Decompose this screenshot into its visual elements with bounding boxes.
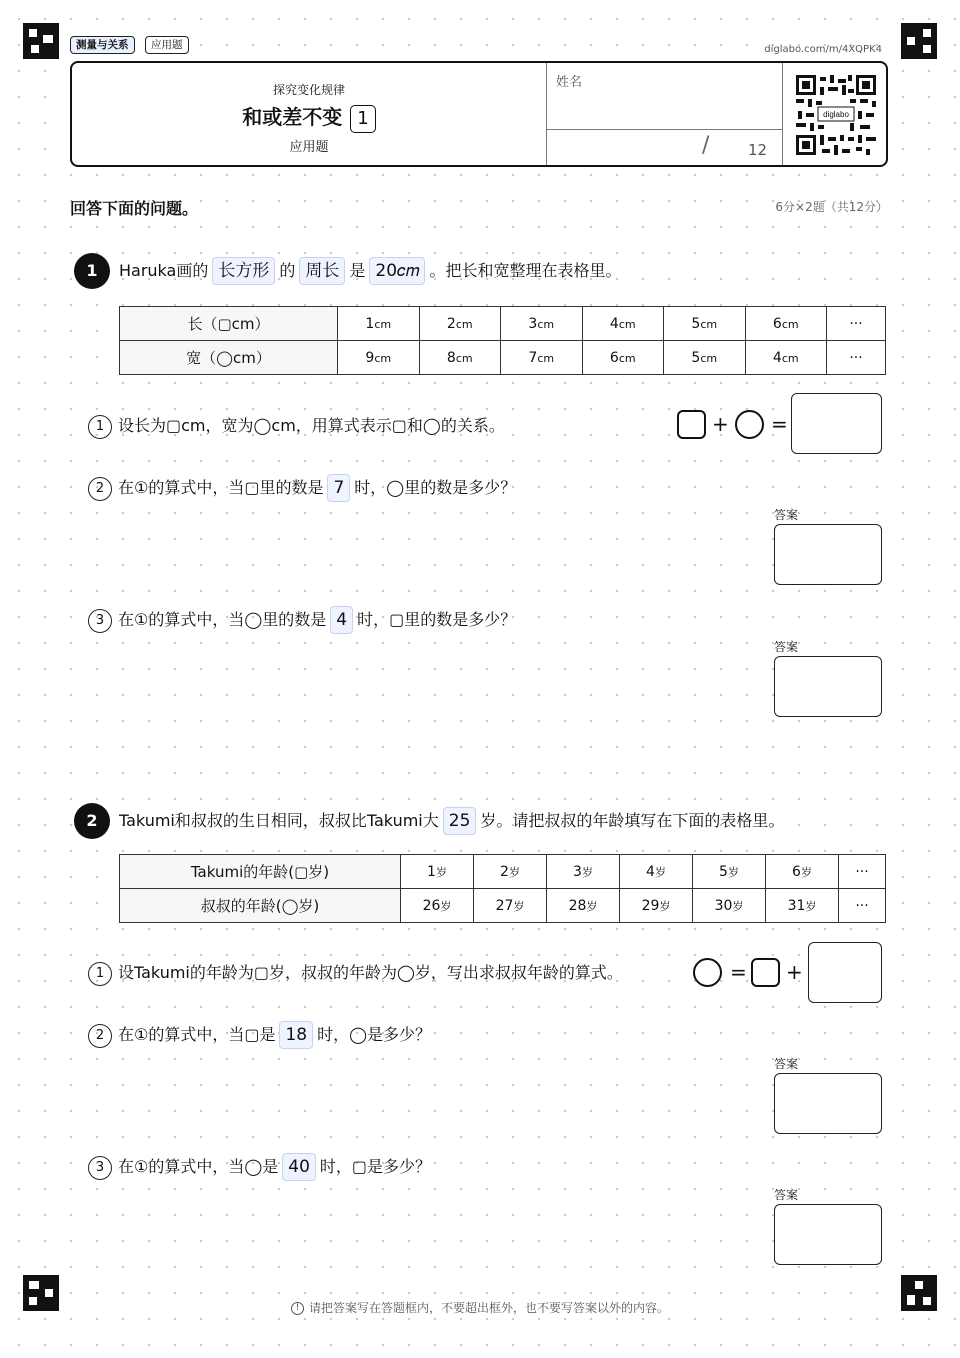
- q2-cell-value: 5: [719, 863, 728, 880]
- type-tag: 应用题: [145, 36, 189, 54]
- q1-cell-unit: cm: [700, 317, 718, 331]
- info-icon: !: [291, 1302, 304, 1315]
- q2-sub-2-number: 2: [88, 1024, 112, 1048]
- q1-sub-2-answer-box[interactable]: [774, 524, 882, 585]
- q2-cell: [401, 855, 474, 889]
- q1-text-c: 是: [349, 261, 366, 280]
- q1-cell: [338, 307, 420, 341]
- q1-sub-1-text: 设长为▢cm，宽为◯cm，用算式表示▢和◯的关系。: [118, 416, 505, 435]
- q2-cell: [766, 855, 839, 889]
- q2-cell-value: 30: [714, 897, 733, 914]
- q1-highlight-perimeter: 周长: [299, 257, 345, 285]
- q1-table-row-length: [120, 307, 886, 341]
- q2-sub-2-highlight: 18: [279, 1021, 313, 1049]
- category-tag: 测量与关系: [70, 36, 135, 54]
- qr-label: diglabo: [823, 110, 849, 119]
- q1-eq-square: [677, 410, 706, 439]
- q1-sub-1-number: 1: [88, 415, 112, 439]
- q1-cell-value: 5: [691, 349, 701, 366]
- q2-sub-3-answer-label: 答案: [774, 1188, 799, 1202]
- q1-eq-plus: +: [712, 412, 729, 436]
- q2-cell-value: 6: [792, 863, 801, 880]
- q1-cell: [501, 341, 583, 375]
- question-1-text: [119, 257, 621, 285]
- q2-row-header-uncle: 叔叔的年龄(◯岁): [120, 889, 401, 923]
- q1-cell: [664, 341, 746, 375]
- q2-sub-2: [88, 1021, 431, 1049]
- q1-sub-1: [88, 413, 505, 439]
- q2-cell-unit: 岁: [586, 899, 598, 913]
- score-slash: /: [702, 133, 710, 158]
- corner-marker-top-right: [901, 23, 937, 59]
- q2-cell-value: 29: [641, 897, 660, 914]
- q2-sub-2-answer-label: 答案: [774, 1057, 799, 1071]
- title-block: [72, 63, 547, 165]
- q1-cell: [338, 341, 420, 375]
- q1-text-b: 的: [279, 261, 296, 280]
- q2-sub-1: [88, 960, 623, 986]
- q1-cell-unit: cm: [537, 317, 555, 331]
- worksheet-subtitle: 探究变化规律: [272, 83, 345, 97]
- q2-cell: [620, 855, 693, 889]
- q1-sub-3-answer-label: 答案: [774, 640, 799, 654]
- q2-cell-value: 28: [568, 897, 587, 914]
- q1-highlight-rectangle: 长方形: [212, 257, 275, 285]
- q1-cell-value: 2: [446, 315, 456, 332]
- q1-cell-value: 5: [691, 315, 701, 332]
- q1-cell-unit: cm: [618, 351, 636, 365]
- q2-cell-unit: 岁: [805, 899, 817, 913]
- q1-table: [119, 306, 886, 375]
- q1-text-d: 。把长和宽整理在表格里。: [429, 261, 622, 280]
- name-label: 姓名: [556, 75, 583, 90]
- q2-row-header-takumi: Takumi的年龄(▢岁): [120, 855, 401, 889]
- corner-marker-top-left: [23, 23, 59, 59]
- q1-sub-2-answer-label: 答案: [774, 508, 799, 522]
- q1-cell-unit: cm: [781, 351, 799, 365]
- q1-cell: [582, 307, 664, 341]
- q2-highlight-age-gap: 25: [443, 807, 477, 835]
- q1-cell: [582, 341, 664, 375]
- q1-cell: [419, 341, 501, 375]
- q2-cell-unit: 岁: [800, 865, 812, 879]
- q2-sub-2-text-b: 时，◯是多少？: [317, 1025, 432, 1044]
- instruction: 回答下面的问题。: [70, 199, 199, 218]
- q2-cell-value: 27: [495, 897, 514, 914]
- q2-cell-value: 26: [422, 897, 441, 914]
- q2-sub-3-text-b: 时，▢是多少？: [319, 1157, 432, 1176]
- q1-row-header-width: 宽（◯cm）: [120, 341, 338, 375]
- q2-cell-unit: 岁: [440, 899, 452, 913]
- q2-eq-plus: +: [786, 960, 803, 984]
- q1-cell-unit: cm: [374, 351, 392, 365]
- q2-ellipsis: ···: [839, 855, 886, 889]
- q1-text-a: Haruka画的: [119, 261, 209, 280]
- q2-cell: [547, 855, 620, 889]
- page-url[interactable]: diglabo.com/m/4XQPK4: [764, 44, 882, 55]
- q1-highlight-length: 20𝑐𝑚: [369, 257, 425, 285]
- q2-ellipsis: ···: [839, 889, 886, 923]
- q1-sub-3-number: 3: [88, 609, 112, 633]
- q1-sub-3-text-b: 时，▢里的数是多少？: [357, 610, 517, 629]
- qr-code[interactable]: [794, 73, 878, 157]
- q1-sub-3-text-a: 在①的算式中，当◯里的数是: [118, 610, 327, 629]
- q2-sub-1-number: 1: [88, 962, 112, 986]
- q1-cell-value: 3: [528, 315, 538, 332]
- q2-cell: [620, 889, 693, 923]
- q2-cell: [474, 889, 547, 923]
- footer-text: 请把答案写在答题框内，不要超出框外，也不要写答案以外的内容。: [308, 1301, 669, 1315]
- question-2-number: 2: [74, 803, 110, 839]
- q1-cell-value: 1: [365, 315, 375, 332]
- q1-cell-unit: cm: [537, 351, 555, 365]
- q1-cell-unit: cm: [700, 351, 718, 365]
- q2-text-b: 岁。请把叔叔的年龄填写在下面的表格里。: [480, 811, 785, 830]
- q2-cell-unit: 岁: [654, 865, 666, 879]
- q1-ellipsis: ···: [827, 307, 886, 341]
- q2-cell-value: 2: [500, 863, 509, 880]
- points-info: 6分×2题（共12分）: [775, 200, 888, 214]
- score-total: 12: [748, 141, 768, 159]
- q2-cell: [693, 889, 766, 923]
- q1-cell: [745, 307, 827, 341]
- q2-sub-1-answer-box[interactable]: [808, 942, 882, 1003]
- q1-cell: [419, 307, 501, 341]
- q2-cell: [766, 889, 839, 923]
- q1-eq-circle: [735, 410, 764, 439]
- q1-table-row-width: [120, 341, 886, 375]
- q1-cell-value: 6: [609, 349, 619, 366]
- q2-cell: [474, 855, 547, 889]
- q2-cell-value: 4: [646, 863, 655, 880]
- q2-table-row-uncle: [120, 889, 886, 923]
- q2-cell: [693, 855, 766, 889]
- q2-eq-equals: =: [730, 960, 747, 984]
- q2-eq-square: [751, 958, 780, 987]
- q2-cell-unit: 岁: [513, 899, 525, 913]
- q1-cell: [745, 341, 827, 375]
- q2-text-a: Takumi和叔叔的生日相同，叔叔比Takumi大: [119, 811, 439, 830]
- q2-cell-unit: 岁: [727, 865, 739, 879]
- q1-cell-unit: cm: [374, 317, 392, 331]
- q1-sub-2-text-b: 时，◯里的数是多少？: [354, 478, 517, 497]
- q1-eq-equals: =: [771, 412, 788, 436]
- q2-cell-unit: 岁: [435, 865, 447, 879]
- qr-divider: [782, 63, 783, 165]
- q1-sub-1-answer-box[interactable]: [791, 393, 882, 454]
- q1-cell-value: 4: [609, 315, 619, 332]
- q1-cell-unit: cm: [618, 317, 636, 331]
- q1-sub-2: [88, 474, 516, 502]
- q1-sub-3-highlight: 4: [330, 606, 353, 634]
- q2-cell: [401, 889, 474, 923]
- q1-cell: [664, 307, 746, 341]
- q1-sub-3-answer-box[interactable]: [774, 656, 882, 717]
- q2-sub-2-text-a: 在①的算式中，当▢是: [118, 1025, 276, 1044]
- q2-sub-3-number: 3: [88, 1156, 112, 1180]
- q1-sub-2-highlight: 7: [327, 474, 350, 502]
- q1-sub-2-number: 2: [88, 477, 112, 501]
- q2-cell-value: 1: [427, 863, 436, 880]
- q2-cell-value: 31: [787, 897, 806, 914]
- q2-sub-3: [88, 1153, 431, 1181]
- q1-sub-2-text-a: 在①的算式中，当▢里的数是: [118, 478, 324, 497]
- q2-table-row-takumi: [120, 855, 886, 889]
- q2-eq-circle: [693, 958, 722, 987]
- q1-sub-3: [88, 606, 516, 634]
- q2-table: [119, 854, 886, 923]
- question-2-text: [119, 807, 784, 835]
- q2-cell-unit: 岁: [659, 899, 671, 913]
- worksheet-category: 应用题: [289, 140, 329, 155]
- worksheet-number: 1: [350, 105, 375, 133]
- q1-cell-unit: cm: [781, 317, 799, 331]
- q1-cell-unit: cm: [455, 317, 473, 331]
- footer-note: [0, 1299, 960, 1316]
- q1-cell-value: 8: [446, 349, 456, 366]
- q1-cell-value: 4: [772, 349, 782, 366]
- q2-cell-unit: 岁: [581, 865, 593, 879]
- q2-cell-unit: 岁: [508, 865, 520, 879]
- q1-cell-value: 9: [365, 349, 375, 366]
- q2-sub-3-text-a: 在①的算式中，当◯是: [118, 1157, 279, 1176]
- worksheet-header: [70, 61, 888, 167]
- q2-cell-unit: 岁: [732, 899, 744, 913]
- title-text: 和或差不变: [242, 105, 343, 129]
- q2-cell-value: 3: [573, 863, 582, 880]
- question-1-number: 1: [74, 253, 110, 289]
- name-divider: [546, 129, 782, 130]
- q2-cell: [547, 889, 620, 923]
- q2-sub-3-answer-box[interactable]: [774, 1204, 882, 1265]
- q2-sub-1-text: 设Takumi的年龄为▢岁，叔叔的年龄为◯岁，写出求叔叔年龄的算式。: [118, 963, 623, 982]
- q1-cell: [501, 307, 583, 341]
- q1-cell-value: 6: [772, 315, 782, 332]
- q2-sub-2-answer-box[interactable]: [774, 1073, 882, 1134]
- q1-cell-unit: cm: [455, 351, 473, 365]
- q1-cell-value: 7: [528, 349, 538, 366]
- q2-sub-3-highlight: 40: [282, 1153, 316, 1181]
- q1-ellipsis: ···: [827, 341, 886, 375]
- q1-row-header-length: 长（▢cm）: [120, 307, 338, 341]
- worksheet-title: [72, 101, 546, 133]
